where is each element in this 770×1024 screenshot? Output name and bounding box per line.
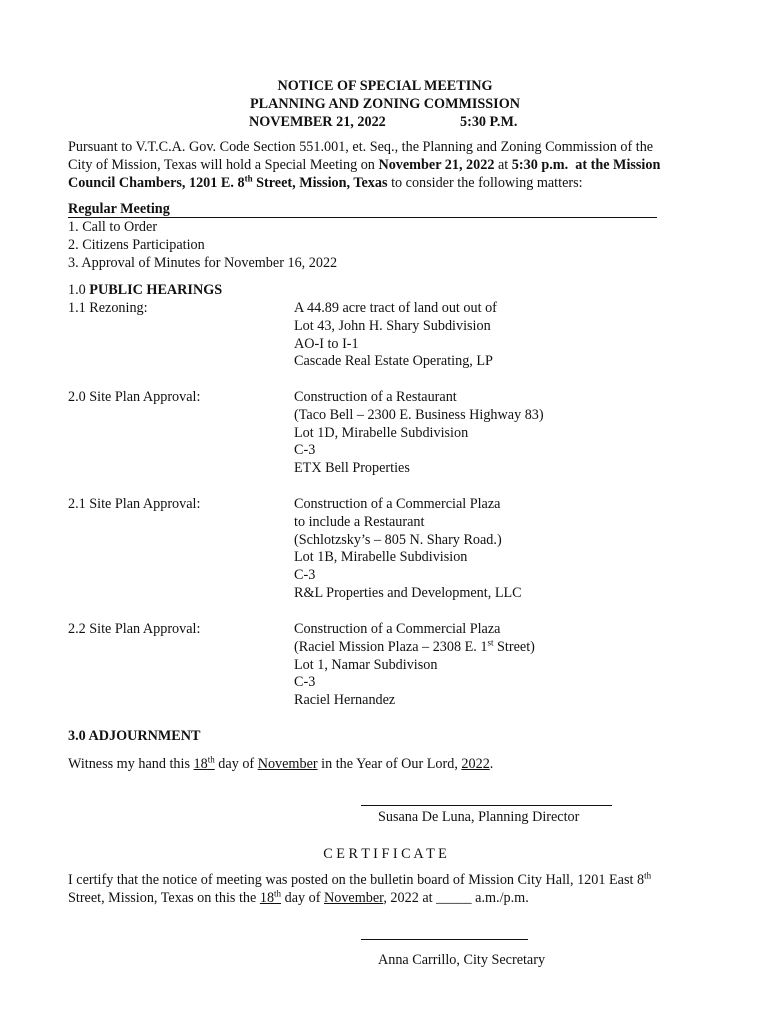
meeting-date: NOVEMBER 21, 2022 (249, 114, 386, 130)
agenda-item-detail: Construction of a Commercial Plaza to include a Restaurant (Schlotzsky’s – 805 N. Shary Road.) Lot 1B, Mirabelle Subdivision C-3 R&L Properties and Development, LLC (294, 496, 522, 601)
list-item: 2. Citizens Participation (68, 237, 205, 253)
intro-line-1: Pursuant to V.T.C.A. Gov. Code Section 551.001, et. Seq., the Planning and Zoning Commission of the (68, 139, 654, 155)
intro-line-2: City of Mission, Texas will hold a Special Meeting on November 21, 2022 at 5:30 p.m. at the Mission (68, 157, 661, 173)
signature-line (361, 939, 528, 940)
certificate-line-1: I certify that the notice of meeting was posted on the bulletin board of Mission City Hall, 1201 East 8th (68, 870, 652, 888)
notice-title: NOTICE OF SPECIAL MEETING (277, 78, 493, 94)
intro-line-3: Council Chambers, 1201 E. 8th Street, Mission, Texas to consider the following matters: (68, 173, 583, 191)
agenda-item-label: 2.0 Site Plan Approval: (68, 389, 201, 405)
witness-statement: Witness my hand this 18th day of November in the Year of Our Lord, 2022. (68, 754, 494, 772)
certificate-line-2: Street, Mission, Texas on this the 18th day of November, 2022 at _____ a.m./p.m. (68, 888, 529, 906)
agenda-item-detail: Construction of a Commercial Plaza (Raciel Mission Plaza – 2308 E. 1st Street) Lot 1, Namar Subdivison C-3 Raciel Hernandez (294, 621, 535, 709)
agenda-item-detail: Construction of a Restaurant (Taco Bell – 2300 E. Business Highway 83) Lot 1D, Mirabelle Subdivision C-3 ETX Bell Properties (294, 389, 544, 477)
agenda-item-label: 2.2 Site Plan Approval: (68, 621, 201, 637)
certificate-title: C E R T I F I C A T E (323, 846, 447, 862)
public-hearings-heading: 1.0 PUBLIC HEARINGS (68, 282, 223, 298)
signature-line (361, 805, 612, 806)
regular-meeting-heading: Regular Meeting (68, 201, 170, 217)
adjournment-heading: 3.0 ADJOURNMENT (68, 728, 201, 744)
signature-name: Susana De Luna, Planning Director (378, 809, 580, 825)
agenda-item-detail: A 44.89 acre tract of land out out of Lot 43, John H. Shary Subdivision AO-I to I-1 Cascade Real Estate Operating, LP (294, 300, 497, 370)
agenda-item-label: 1.1 Rezoning: (68, 300, 148, 316)
signature-name: Anna Carrillo, City Secretary (378, 952, 546, 968)
meeting-time: 5:30 P.M. (460, 114, 518, 130)
list-item: 3. Approval of Minutes for November 16, 2022 (68, 255, 338, 271)
heading-underline (68, 217, 657, 218)
commission-title: PLANNING AND ZONING COMMISSION (250, 96, 520, 112)
list-item: 1. Call to Order (68, 219, 158, 235)
agenda-item-label: 2.1 Site Plan Approval: (68, 496, 201, 512)
